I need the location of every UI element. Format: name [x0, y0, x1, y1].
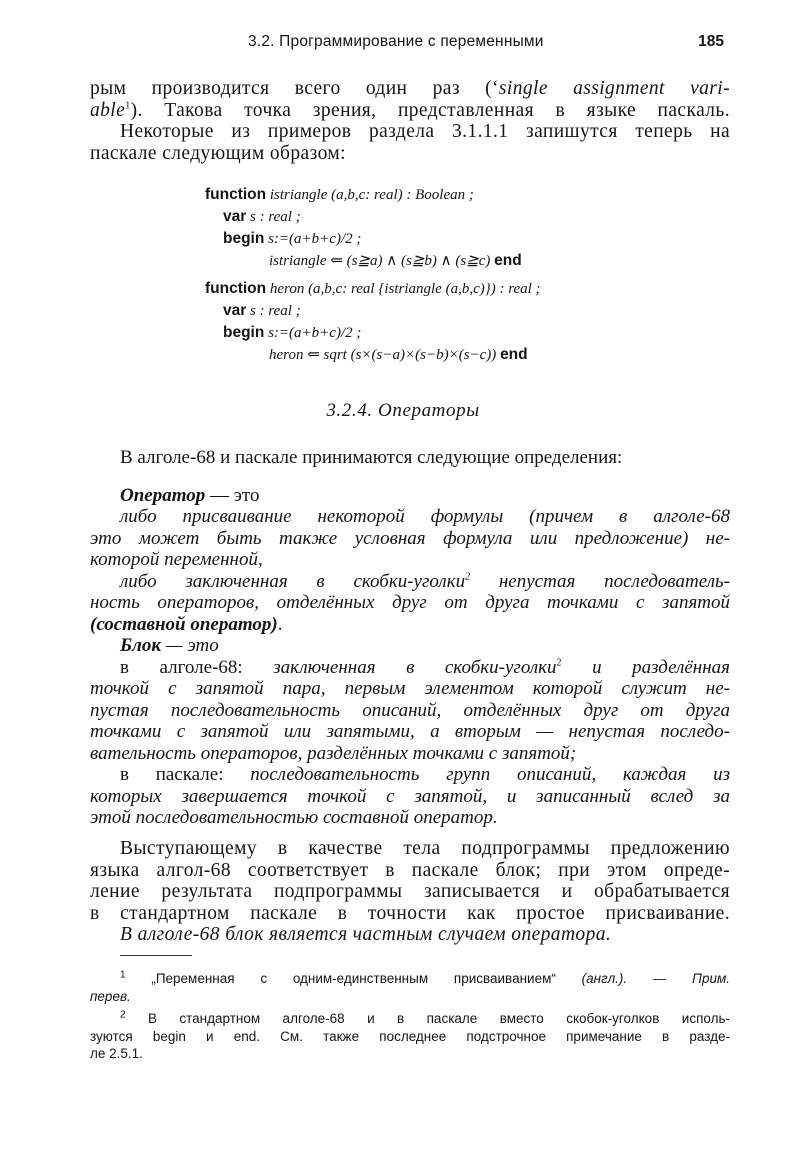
footnote-1	[90, 970, 730, 1005]
def-line: либо заключенная в скобки-уголки$^2$ непустая последователь-	[120, 570, 730, 592]
code-line: begin s:=(a+b+c)/2 ;	[223, 324, 362, 341]
intro-line-3: Некоторые из примеров раздела 3.1.1.1 запишутся теперь на	[120, 121, 730, 142]
code-line: var s : real ;	[223, 208, 301, 225]
footnote-line: $^1$ „Переменная с одним-единственным присваиванием“ (англ.). — Прим.	[120, 969, 730, 986]
code-line: istriangle ⇐ (s≧a) ∧ (s≧b) ∧ (s≧c) end	[269, 252, 522, 269]
code-line: function heron (a,b,c: real {istriangle (a,b,c)}) : real ;	[205, 280, 541, 297]
code-line: begin s:=(a+b+c)/2 ;	[223, 230, 362, 247]
footnote-line: перев.	[90, 988, 131, 1004]
block-term-line: Блок — это	[120, 635, 219, 656]
intro-paragraph	[90, 78, 730, 164]
def-line: точками с запятой или запятыми, а вторым — непустая последо-	[90, 721, 730, 742]
footnote-line: зуются begin и end. См. также последнее подстрочное примечание в разде-	[90, 1028, 730, 1044]
closing-line: Выступающему в качестве тела подпрограммы предложению	[120, 838, 730, 859]
page-number: 185	[698, 33, 724, 50]
definitions-intro: В алголе-68 и паскале принимаются следующие определения:	[120, 447, 623, 468]
code-block-heron	[205, 278, 541, 366]
definitions-block	[90, 447, 730, 829]
code-line: var s : real ;	[223, 302, 301, 319]
footnote-line: ле 2.5.1.	[90, 1046, 143, 1061]
def-line: которой переменной,	[90, 549, 263, 570]
closing-line: языка алгол-68 соответствует в паскале блок; при этом опреде-	[90, 859, 730, 881]
def-line: в паскале: последовательность групп описаний, каждая из	[120, 764, 730, 785]
def-line: точкой с запятой пара, первым элементом которой служит не-	[90, 678, 730, 699]
def-line: (составной оператор).	[90, 613, 283, 635]
closing-line-italic: В алголе-68 блок является частным случаем оператора.	[120, 924, 612, 945]
footnote-2	[90, 1010, 730, 1063]
intro-line-1: рым производится всего один раз (‘single assignment vari-	[90, 78, 730, 99]
intro-line-2: able$^1$). Такова точка зрения, представленная в языке паскаль.	[90, 99, 730, 121]
header-title: 3.2. Программирование с переменными	[248, 33, 544, 50]
section-heading: 3.2.4. Операторы	[326, 400, 480, 421]
def-line: пустая последовательность описаний, отделённых друг от друга	[90, 699, 730, 721]
operator-term-line: Оператор — это	[120, 484, 260, 506]
def-line: либо присваивание некоторой формулы (причем в алголе-68	[120, 506, 730, 527]
footnote-line: $^2$ В стандартном алголе-68 и в паскале вместо скобок-уголков исполь-	[120, 1009, 730, 1026]
code-line: heron ⇐ sqrt (s×(s−a)×(s−b)×(s−c)) end	[269, 346, 528, 363]
code-block-istriangle	[205, 184, 522, 272]
def-line: которых завершается точкой с запятой, и записанный вслед за	[90, 785, 730, 807]
footnote-rule	[120, 955, 192, 956]
def-line: в алголе-68: заключенная в скобки-уголки$^2$ и разделённая	[120, 656, 730, 678]
code-line: function istriangle (a,b,c: real) : Boolean ;	[205, 186, 474, 203]
def-line: вательность операторов, разделённых точками с запятой;	[90, 742, 577, 764]
closing-line: ление результата подпрограммы записывается и обрабатывается	[90, 881, 730, 902]
closing-paragraph	[90, 838, 730, 946]
running-header	[230, 33, 766, 55]
def-line: этой последовательностью составной оператор.	[90, 807, 498, 828]
closing-line: в стандартном паскале в точности как простое присваивание.	[90, 902, 730, 924]
intro-line-4: паскале следующим образом:	[90, 142, 346, 164]
def-line: ность операторов, отделённых друг от друга точками с запятой	[90, 592, 730, 613]
def-line: это может быть также условная формула или предложение) не-	[90, 527, 730, 549]
